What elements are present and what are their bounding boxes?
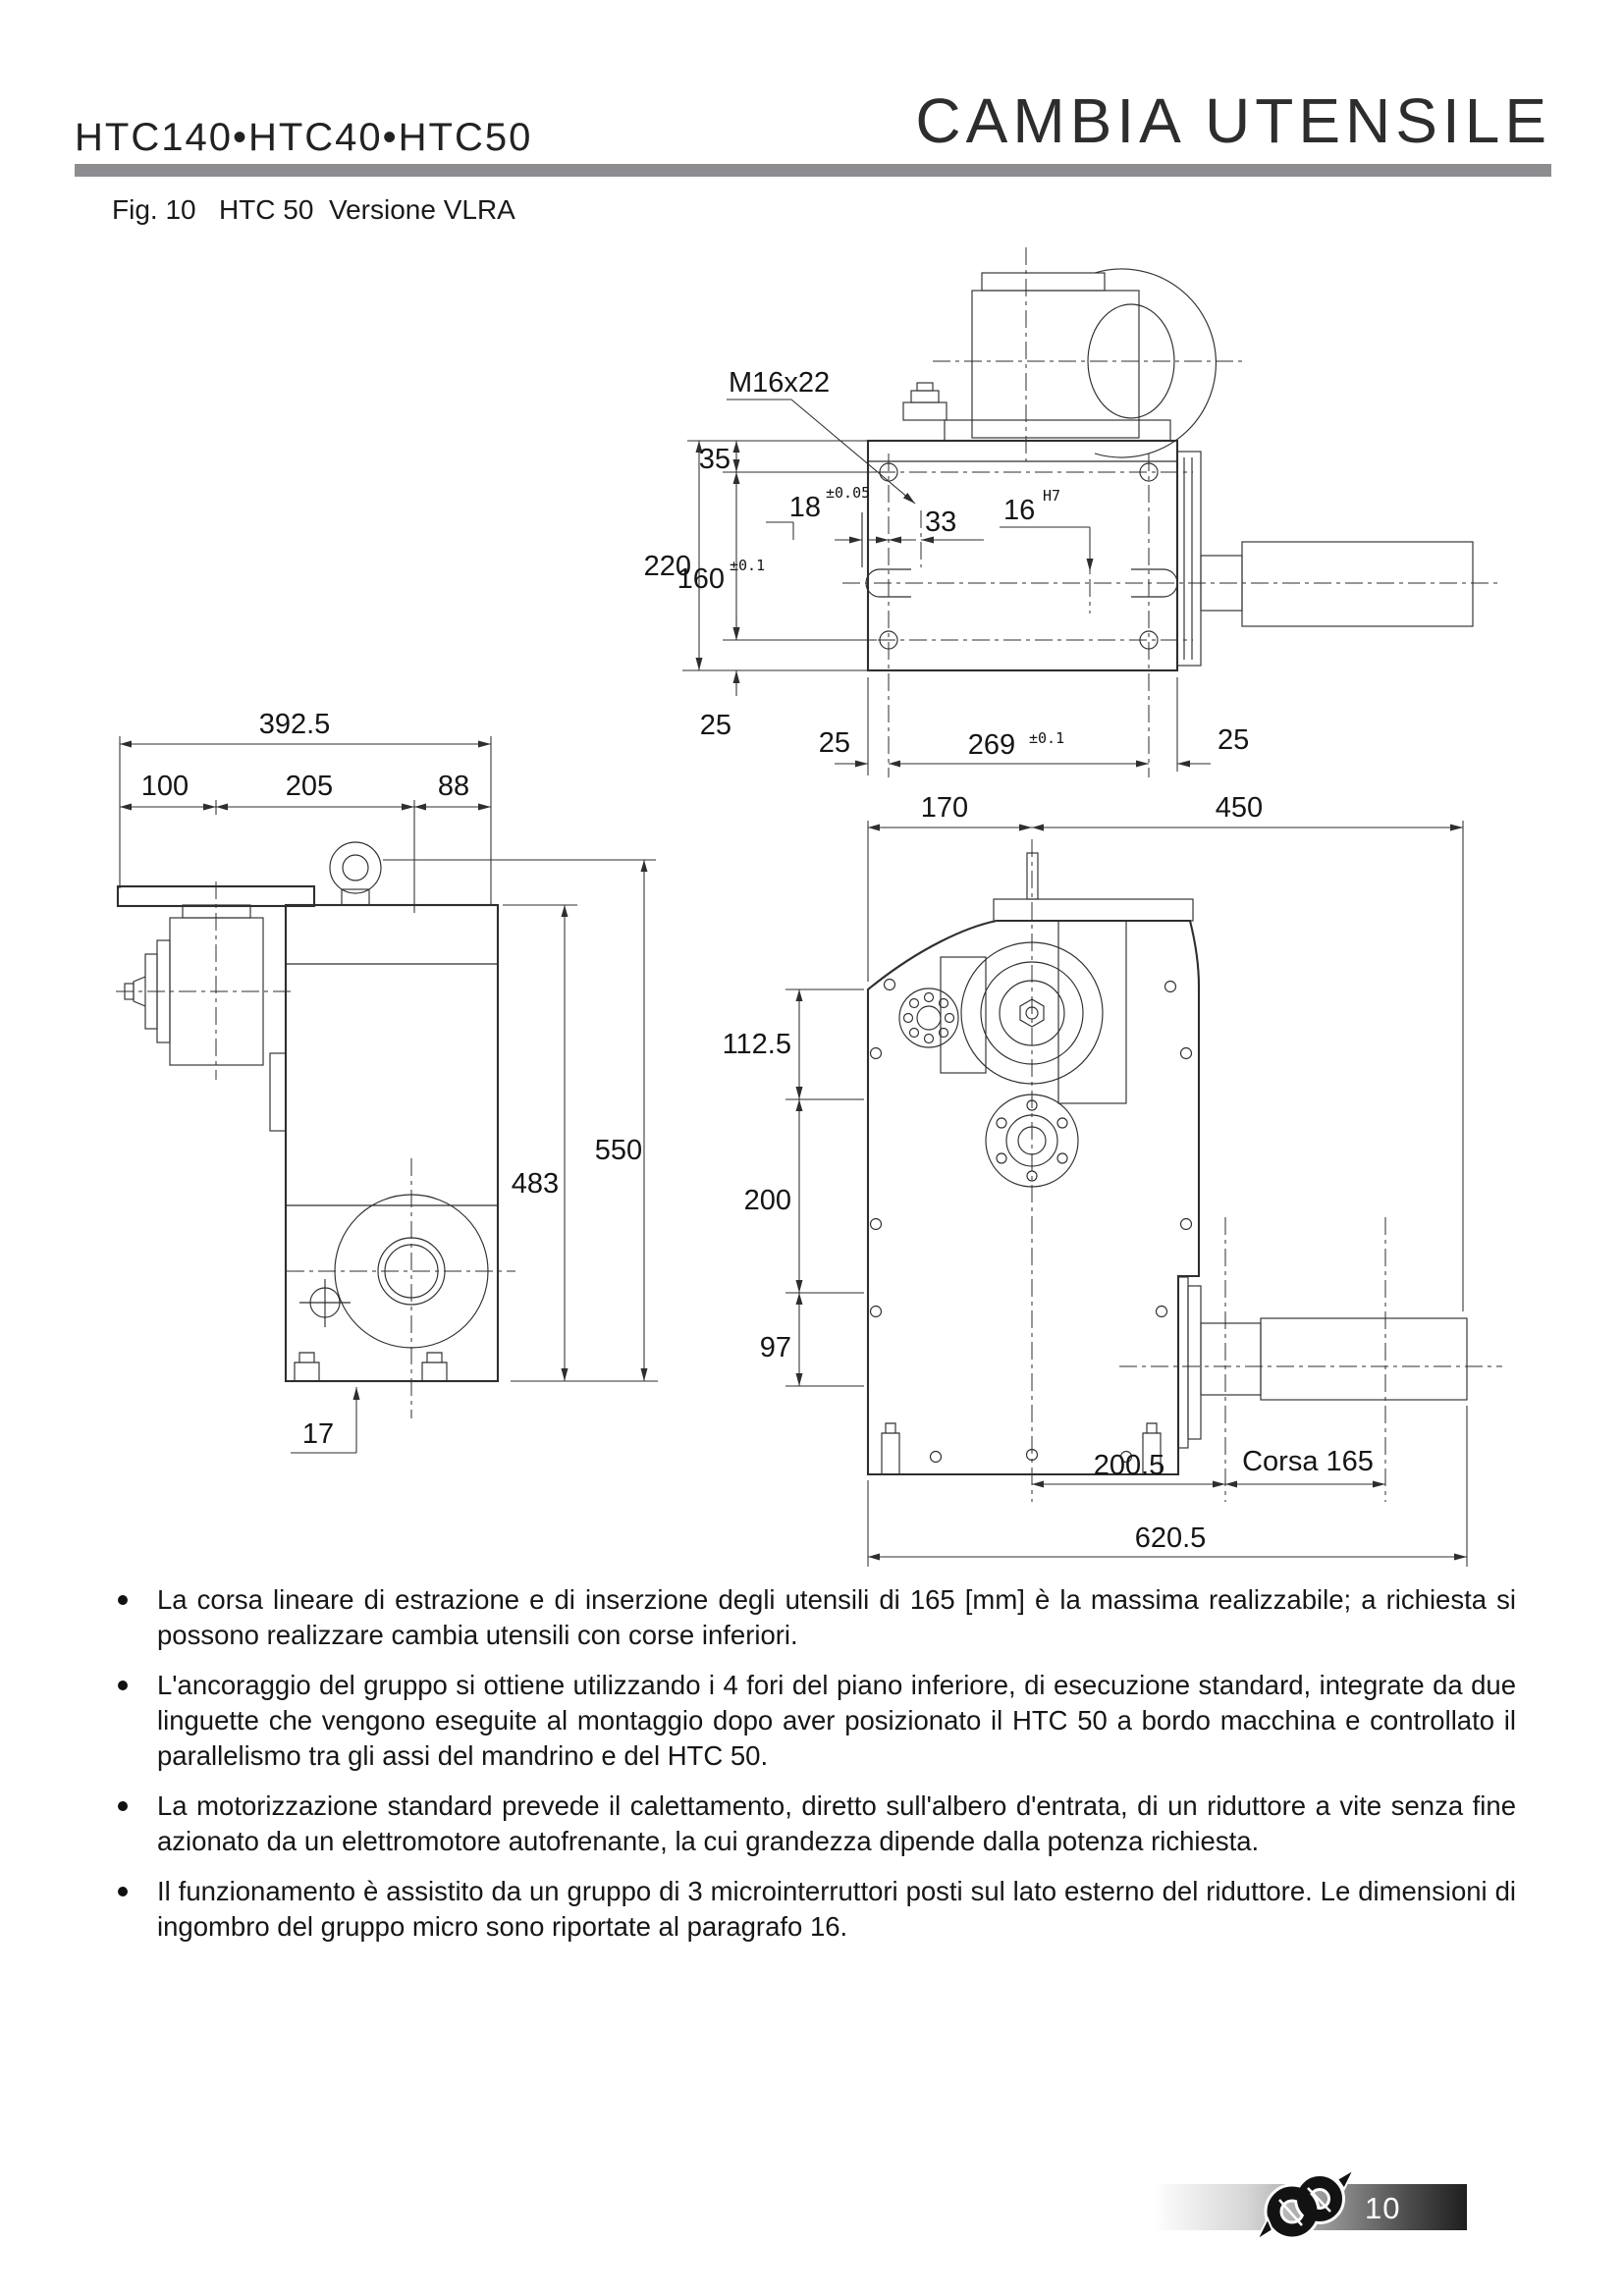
figure-caption: Fig. 10 HTC 50 Versione VLRA <box>112 194 515 225</box>
dim-269: 269 <box>967 729 1016 761</box>
bullet-icon <box>118 1801 128 1811</box>
dim-25-left: 25 <box>818 727 850 759</box>
dim-97: 97 <box>759 1332 791 1363</box>
notes-list <box>118 1582 1516 1959</box>
knot-logo-icon <box>1253 2158 1361 2248</box>
dim-550: 550 <box>594 1135 643 1166</box>
note-text: L'ancoraggio del gruppo si ottiene utilizzando i 4 fori del piano inferiore, di esecuzione standard, integrate da due linguette che vengono eseguite al montaggio dopo aver posizionato il HTC 50 a bordo macchina e controllato il parallelismo tra gli assi del mandrino e del HTC 50. <box>157 1670 1516 1771</box>
dim-160: 160 <box>677 563 725 595</box>
dim-18: 18 <box>788 492 821 523</box>
dim-483: 483 <box>511 1168 560 1200</box>
dim-corsa-165: Corsa 165 <box>1242 1446 1374 1477</box>
dim-16: 16 <box>1003 495 1036 526</box>
dim-112-5: 112.5 <box>722 1029 791 1060</box>
dim-620-5: 620.5 <box>1134 1522 1207 1554</box>
label-m16x22: M16x22 <box>729 367 831 399</box>
dim-160-tol: ±0.1 <box>730 557 766 574</box>
dim-35: 35 <box>698 444 731 475</box>
list-item <box>118 1789 1516 1859</box>
page-number: 10 <box>1365 2191 1401 2225</box>
side-view <box>644 247 1502 777</box>
page-title: CAMBIA UTENSILE <box>915 85 1551 156</box>
dim-170: 170 <box>920 792 969 824</box>
dim-18-tol: ±0.05 <box>826 484 871 502</box>
dim-16-tol: H7 <box>1043 487 1061 505</box>
dim-205: 205 <box>285 771 334 802</box>
note-text: Il funzionamento è assistito da un gruppo di 3 microinterruttori posti sul lato esterno del riduttore. Le dimensioni di ingombro del gruppo micro sono riportate al paragrafo 16. <box>157 1876 1516 1942</box>
dim-200-5: 200.5 <box>1093 1450 1165 1481</box>
dim-88: 88 <box>437 771 470 802</box>
dim-100: 100 <box>140 771 189 802</box>
front-left-view <box>116 709 658 1453</box>
list-item <box>118 1668 1516 1774</box>
dim-25-vertical: 25 <box>699 710 731 741</box>
bullet-icon <box>118 1681 128 1690</box>
dim-17: 17 <box>301 1418 335 1450</box>
list-item <box>118 1874 1516 1945</box>
front-right-view <box>723 792 1502 1567</box>
list-item <box>118 1582 1516 1653</box>
dim-33: 33 <box>925 507 957 538</box>
note-text: La corsa lineare di estrazione e di inserzione degli utensili di 165 [mm] è la massima realizzabile; a richiesta si possono realizzare cambia utensili con corse inferiori. <box>157 1584 1516 1650</box>
dim-25-right: 25 <box>1218 724 1250 756</box>
bullet-icon <box>118 1595 128 1605</box>
header-models: HTC140•HTC40•HTC50 <box>75 116 533 159</box>
bullet-icon <box>118 1887 128 1896</box>
dim-450: 450 <box>1215 792 1264 824</box>
note-text: La motorizzazione standard prevede il calettamento, diretto sull'albero d'entrata, di un riduttore a vite senza fine azionato da un elettromotore autofrenante, la cui grandezza dipende dalla potenza richiesta. <box>157 1790 1516 1856</box>
dim-200: 200 <box>743 1185 791 1216</box>
dim-220: 220 <box>643 551 691 582</box>
dim-269-tol: ±0.1 <box>1029 729 1065 747</box>
dim-392-5: 392.5 <box>258 709 331 740</box>
